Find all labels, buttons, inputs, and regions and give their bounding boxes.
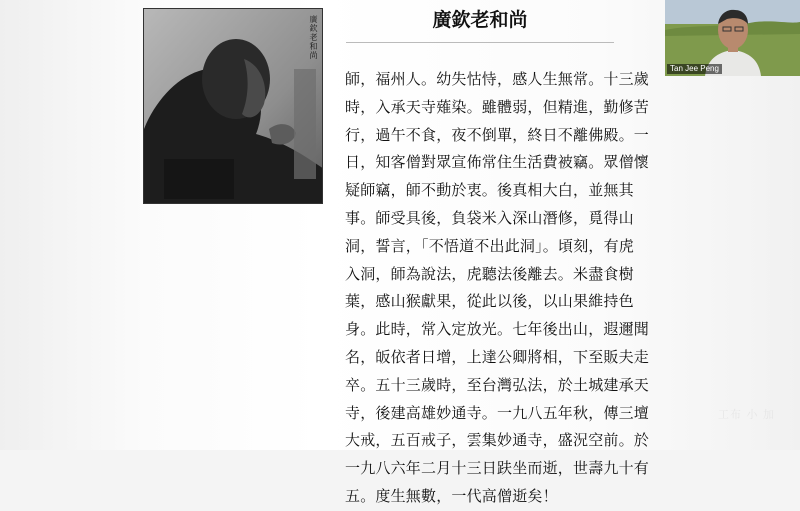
bio-line: 疑師竊，師不動於衷。後真相大白，並無其: [345, 181, 634, 200]
participant-video-tile[interactable]: [665, 0, 800, 76]
slide-title: 廣欽老和尚: [432, 9, 528, 31]
bio-line: 事。師受具後，負袋米入深山潛修，覓得山: [345, 208, 634, 227]
bio-line: 身。此時，常入定放光。七年後出山，遐邇聞: [345, 320, 650, 339]
bio-line: 行，過午不食，夜不倒單，終日不離佛殿。一: [345, 125, 650, 144]
monk-portrait-photo: [143, 8, 323, 204]
bio-line: 時，入承天寺薙染。雖體弱，但精進，勤修苦: [345, 97, 650, 116]
bio-line: 洞，誓言，「不悟道不出此洞」。頃刻，有虎: [345, 236, 635, 255]
portrait-image: [144, 9, 323, 204]
bio-line: 師，福州人。幼失怙恃，感人生無常。十三歲: [345, 70, 650, 88]
bio-line: 大戒，五百戒子，雲集妙通寺，盛況空前。於: [345, 431, 650, 450]
bio-line: 入洞，師為說法，虎聽法後離去。米盡食樹: [345, 264, 634, 283]
participant-name-label: Tan Jee Peng: [667, 64, 722, 74]
bio-line: 日，知客僧對眾宣佈常住生活費被竊。眾僧懷: [345, 153, 650, 172]
bio-line: 五。度生無數，一代高僧逝矣！: [345, 486, 558, 505]
bio-line: 卒。五十三歲時，至台灣弘法，於土城建承天: [345, 375, 650, 394]
title-divider: [346, 42, 614, 43]
bio-line: 寺，後建高雄妙通寺。一九八五年秋，傳三壇: [345, 403, 650, 422]
portrait-caption: 廣欽老和尚: [309, 15, 318, 60]
biography-text: [345, 66, 650, 511]
bio-line: 葉，感山猴獻果，從此以後，以山果維持色: [345, 292, 634, 311]
bio-line: 一九八六年二月十三日趺坐而逝，世壽九十有: [345, 459, 650, 478]
watermark: 工布 小 加: [718, 408, 775, 421]
bio-line: 名，皈依者日增，上達公卿將相，下至販夫走: [345, 347, 650, 366]
